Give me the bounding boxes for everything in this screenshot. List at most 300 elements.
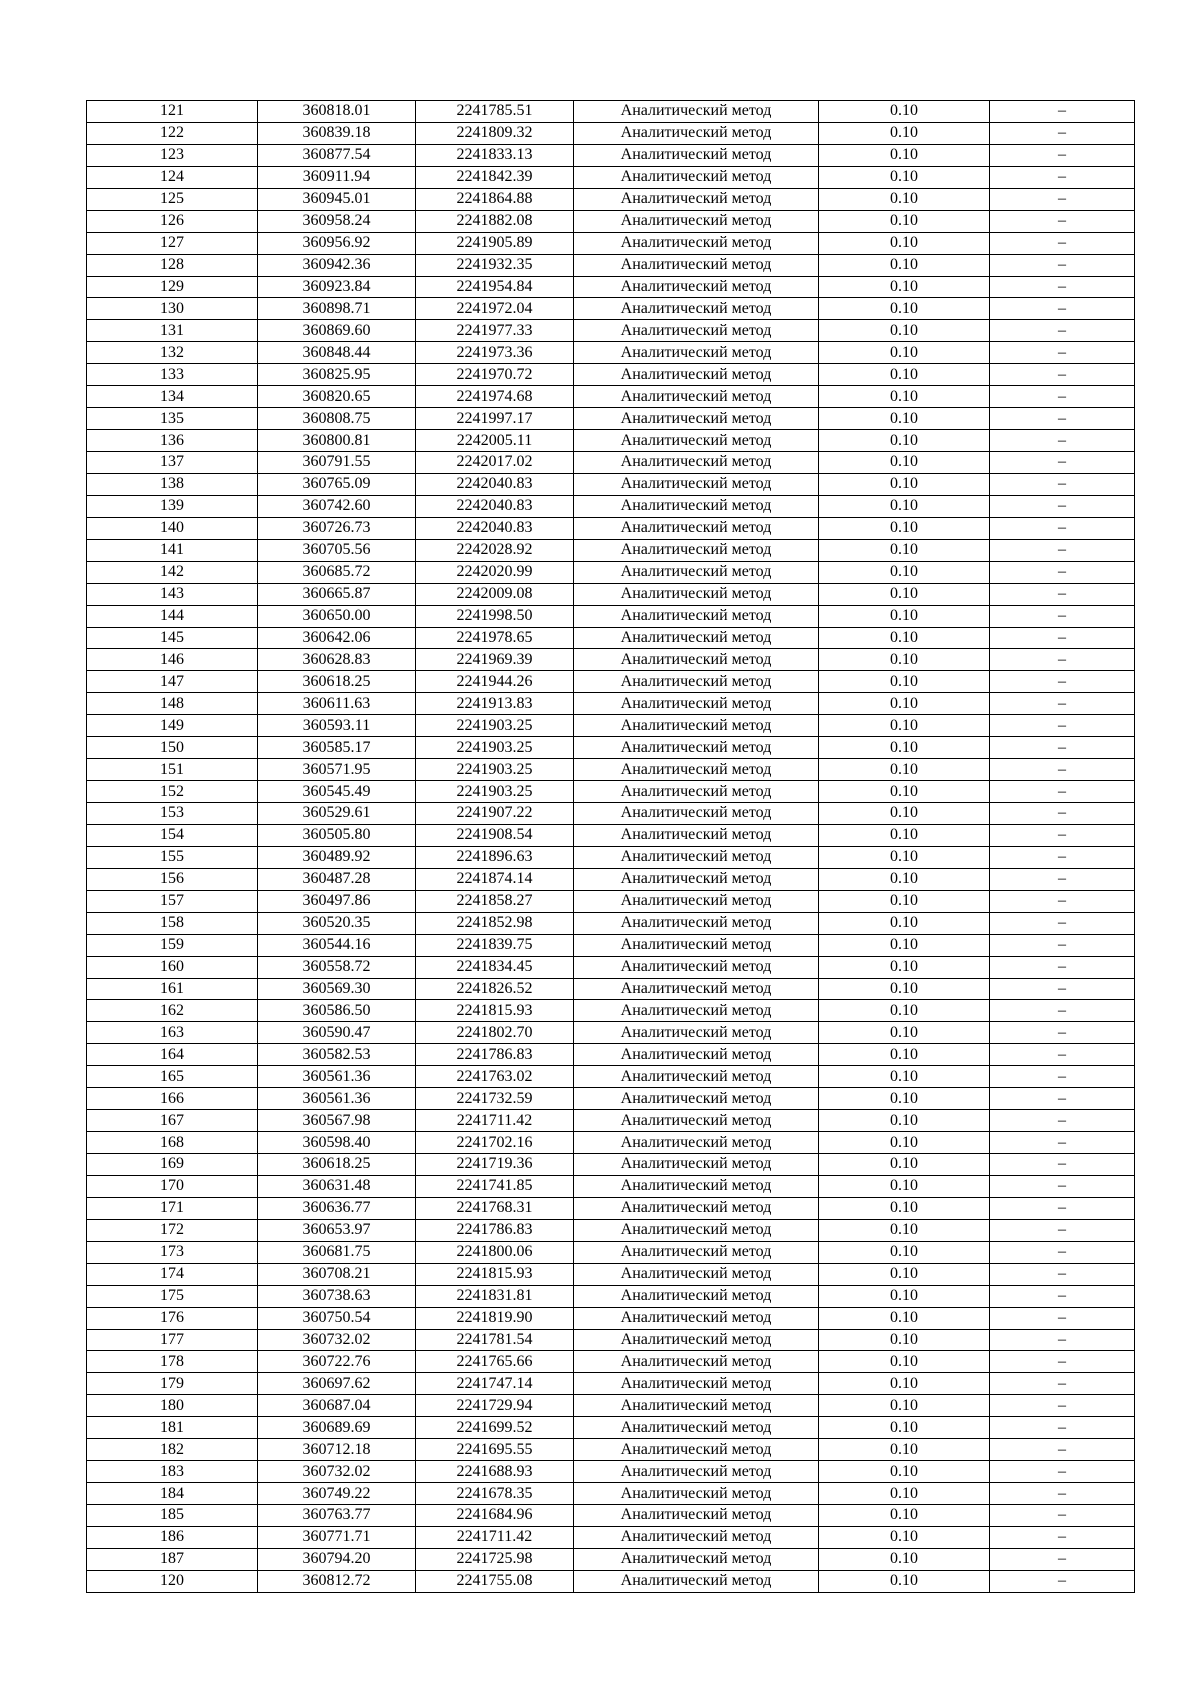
point-number-cell: 168 (87, 1132, 258, 1154)
point-number-cell: 174 (87, 1263, 258, 1285)
y-coordinate-cell: 2241819.90 (416, 1307, 574, 1329)
description-cell: – (990, 430, 1135, 452)
description-cell: – (990, 824, 1135, 846)
accuracy-cell: 0.10 (819, 1263, 990, 1285)
accuracy-cell: 0.10 (819, 122, 990, 144)
method-cell: Аналитический метод (574, 1526, 819, 1548)
accuracy-cell: 0.10 (819, 101, 990, 123)
description-cell: – (990, 386, 1135, 408)
x-coordinate-cell: 360945.01 (258, 188, 416, 210)
y-coordinate-cell: 2242040.83 (416, 473, 574, 495)
method-cell: Аналитический метод (574, 1307, 819, 1329)
description-cell: – (990, 1132, 1135, 1154)
description-cell: – (990, 1219, 1135, 1241)
y-coordinate-cell: 2241809.32 (416, 122, 574, 144)
y-coordinate-cell: 2241755.08 (416, 1570, 574, 1592)
point-number-cell: 157 (87, 890, 258, 912)
accuracy-cell: 0.10 (819, 1154, 990, 1176)
x-coordinate-cell: 360820.65 (258, 386, 416, 408)
point-number-cell: 165 (87, 1066, 258, 1088)
table-row (87, 803, 1135, 825)
x-coordinate-cell: 360738.63 (258, 1285, 416, 1307)
y-coordinate-cell: 2241977.33 (416, 320, 574, 342)
description-cell: – (990, 144, 1135, 166)
coordinates-table-body (87, 101, 1135, 1593)
x-coordinate-cell: 360681.75 (258, 1241, 416, 1263)
y-coordinate-cell: 2241729.94 (416, 1395, 574, 1417)
x-coordinate-cell: 360598.40 (258, 1132, 416, 1154)
point-number-cell: 184 (87, 1483, 258, 1505)
x-coordinate-cell: 360544.16 (258, 934, 416, 956)
y-coordinate-cell: 2241684.96 (416, 1505, 574, 1527)
x-coordinate-cell: 360487.28 (258, 868, 416, 890)
x-coordinate-cell: 360705.56 (258, 539, 416, 561)
table-row (87, 1461, 1135, 1483)
point-number-cell: 138 (87, 473, 258, 495)
table-row (87, 122, 1135, 144)
accuracy-cell: 0.10 (819, 342, 990, 364)
point-number-cell: 141 (87, 539, 258, 561)
y-coordinate-cell: 2241969.39 (416, 649, 574, 671)
method-cell: Аналитический метод (574, 166, 819, 188)
point-number-cell: 127 (87, 232, 258, 254)
table-row (87, 1570, 1135, 1592)
description-cell: – (990, 1110, 1135, 1132)
method-cell: Аналитический метод (574, 1439, 819, 1461)
point-number-cell: 166 (87, 1088, 258, 1110)
table-row (87, 1000, 1135, 1022)
x-coordinate-cell: 360618.25 (258, 1154, 416, 1176)
accuracy-cell: 0.10 (819, 1526, 990, 1548)
point-number-cell: 176 (87, 1307, 258, 1329)
point-number-cell: 135 (87, 408, 258, 430)
x-coordinate-cell: 360808.75 (258, 408, 416, 430)
table-row (87, 846, 1135, 868)
description-cell: – (990, 561, 1135, 583)
accuracy-cell: 0.10 (819, 210, 990, 232)
x-coordinate-cell: 360582.53 (258, 1044, 416, 1066)
method-cell: Аналитический метод (574, 1351, 819, 1373)
table-row (87, 473, 1135, 495)
description-cell: – (990, 1505, 1135, 1527)
table-row (87, 539, 1135, 561)
point-number-cell: 158 (87, 912, 258, 934)
description-cell: – (990, 1439, 1135, 1461)
y-coordinate-cell: 2242017.02 (416, 452, 574, 474)
accuracy-cell: 0.10 (819, 583, 990, 605)
coordinates-table (86, 100, 1135, 1593)
description-cell: – (990, 1197, 1135, 1219)
description-cell: – (990, 1526, 1135, 1548)
method-cell: Аналитический метод (574, 1044, 819, 1066)
accuracy-cell: 0.10 (819, 386, 990, 408)
accuracy-cell: 0.10 (819, 320, 990, 342)
description-cell: – (990, 342, 1135, 364)
x-coordinate-cell: 360505.80 (258, 824, 416, 846)
x-coordinate-cell: 360571.95 (258, 759, 416, 781)
accuracy-cell: 0.10 (819, 1570, 990, 1592)
point-number-cell: 139 (87, 495, 258, 517)
description-cell: – (990, 1088, 1135, 1110)
point-number-cell: 146 (87, 649, 258, 671)
description-cell: – (990, 210, 1135, 232)
accuracy-cell: 0.10 (819, 803, 990, 825)
accuracy-cell: 0.10 (819, 1395, 990, 1417)
y-coordinate-cell: 2241839.75 (416, 934, 574, 956)
point-number-cell: 137 (87, 452, 258, 474)
x-coordinate-cell: 360558.72 (258, 956, 416, 978)
table-row (87, 759, 1135, 781)
table-row (87, 1219, 1135, 1241)
y-coordinate-cell: 2241833.13 (416, 144, 574, 166)
accuracy-cell: 0.10 (819, 737, 990, 759)
point-number-cell: 134 (87, 386, 258, 408)
point-number-cell: 125 (87, 188, 258, 210)
y-coordinate-cell: 2241765.66 (416, 1351, 574, 1373)
method-cell: Аналитический метод (574, 868, 819, 890)
table-row (87, 1329, 1135, 1351)
description-cell: – (990, 1000, 1135, 1022)
point-number-cell: 155 (87, 846, 258, 868)
method-cell: Аналитический метод (574, 803, 819, 825)
x-coordinate-cell: 360593.11 (258, 715, 416, 737)
y-coordinate-cell: 2241826.52 (416, 978, 574, 1000)
accuracy-cell: 0.10 (819, 1110, 990, 1132)
accuracy-cell: 0.10 (819, 1439, 990, 1461)
x-coordinate-cell: 360642.06 (258, 627, 416, 649)
point-number-cell: 164 (87, 1044, 258, 1066)
table-row (87, 320, 1135, 342)
accuracy-cell: 0.10 (819, 846, 990, 868)
table-row (87, 276, 1135, 298)
point-number-cell: 159 (87, 934, 258, 956)
accuracy-cell: 0.10 (819, 1088, 990, 1110)
table-row (87, 1022, 1135, 1044)
table-row (87, 627, 1135, 649)
x-coordinate-cell: 360818.01 (258, 101, 416, 123)
table-row (87, 298, 1135, 320)
method-cell: Аналитический метод (574, 583, 819, 605)
table-row (87, 934, 1135, 956)
description-cell: – (990, 781, 1135, 803)
method-cell: Аналитический метод (574, 649, 819, 671)
method-cell: Аналитический метод (574, 320, 819, 342)
point-number-cell: 171 (87, 1197, 258, 1219)
method-cell: Аналитический метод (574, 1483, 819, 1505)
table-row (87, 1307, 1135, 1329)
y-coordinate-cell: 2241802.70 (416, 1022, 574, 1044)
table-row (87, 1505, 1135, 1527)
point-number-cell: 133 (87, 364, 258, 386)
x-coordinate-cell: 360708.21 (258, 1263, 416, 1285)
point-number-cell: 120 (87, 1570, 258, 1592)
method-cell: Аналитический метод (574, 1285, 819, 1307)
method-cell: Аналитический метод (574, 298, 819, 320)
description-cell: – (990, 846, 1135, 868)
table-row (87, 101, 1135, 123)
point-number-cell: 131 (87, 320, 258, 342)
table-row (87, 210, 1135, 232)
method-cell: Аналитический метод (574, 1417, 819, 1439)
y-coordinate-cell: 2241741.85 (416, 1175, 574, 1197)
table-row (87, 1285, 1135, 1307)
accuracy-cell: 0.10 (819, 495, 990, 517)
table-row (87, 737, 1135, 759)
table-row (87, 430, 1135, 452)
accuracy-cell: 0.10 (819, 1066, 990, 1088)
method-cell: Аналитический метод (574, 759, 819, 781)
y-coordinate-cell: 2241678.35 (416, 1483, 574, 1505)
x-coordinate-cell: 360586.50 (258, 1000, 416, 1022)
y-coordinate-cell: 2241864.88 (416, 188, 574, 210)
method-cell: Аналитический метод (574, 1570, 819, 1592)
accuracy-cell: 0.10 (819, 693, 990, 715)
table-row (87, 1373, 1135, 1395)
y-coordinate-cell: 2241907.22 (416, 803, 574, 825)
x-coordinate-cell: 360712.18 (258, 1439, 416, 1461)
method-cell: Аналитический метод (574, 824, 819, 846)
method-cell: Аналитический метод (574, 101, 819, 123)
y-coordinate-cell: 2241970.72 (416, 364, 574, 386)
table-row (87, 890, 1135, 912)
description-cell: – (990, 1154, 1135, 1176)
x-coordinate-cell: 360800.81 (258, 430, 416, 452)
accuracy-cell: 0.10 (819, 1351, 990, 1373)
point-number-cell: 179 (87, 1373, 258, 1395)
accuracy-cell: 0.10 (819, 605, 990, 627)
table-row (87, 824, 1135, 846)
method-cell: Аналитический метод (574, 144, 819, 166)
x-coordinate-cell: 360590.47 (258, 1022, 416, 1044)
method-cell: Аналитический метод (574, 539, 819, 561)
accuracy-cell: 0.10 (819, 1000, 990, 1022)
accuracy-cell: 0.10 (819, 1241, 990, 1263)
description-cell: – (990, 1022, 1135, 1044)
method-cell: Аналитический метод (574, 1219, 819, 1241)
description-cell: – (990, 978, 1135, 1000)
description-cell: – (990, 956, 1135, 978)
method-cell: Аналитический метод (574, 1066, 819, 1088)
y-coordinate-cell: 2241785.51 (416, 101, 574, 123)
description-cell: – (990, 166, 1135, 188)
y-coordinate-cell: 2241688.93 (416, 1461, 574, 1483)
point-number-cell: 185 (87, 1505, 258, 1527)
table-row (87, 1351, 1135, 1373)
point-number-cell: 143 (87, 583, 258, 605)
description-cell: – (990, 1570, 1135, 1592)
table-row (87, 342, 1135, 364)
y-coordinate-cell: 2241944.26 (416, 671, 574, 693)
method-cell: Аналитический метод (574, 715, 819, 737)
description-cell: – (990, 1175, 1135, 1197)
table-row (87, 1548, 1135, 1570)
method-cell: Аналитический метод (574, 978, 819, 1000)
x-coordinate-cell: 360529.61 (258, 803, 416, 825)
point-number-cell: 129 (87, 276, 258, 298)
y-coordinate-cell: 2241702.16 (416, 1132, 574, 1154)
y-coordinate-cell: 2242028.92 (416, 539, 574, 561)
point-number-cell: 144 (87, 605, 258, 627)
method-cell: Аналитический метод (574, 781, 819, 803)
y-coordinate-cell: 2241786.83 (416, 1219, 574, 1241)
accuracy-cell: 0.10 (819, 1175, 990, 1197)
method-cell: Аналитический метод (574, 1022, 819, 1044)
accuracy-cell: 0.10 (819, 188, 990, 210)
description-cell: – (990, 649, 1135, 671)
method-cell: Аналитический метод (574, 934, 819, 956)
y-coordinate-cell: 2241874.14 (416, 868, 574, 890)
x-coordinate-cell: 360497.86 (258, 890, 416, 912)
description-cell: – (990, 101, 1135, 123)
method-cell: Аналитический метод (574, 1395, 819, 1417)
y-coordinate-cell: 2241815.93 (416, 1000, 574, 1022)
accuracy-cell: 0.10 (819, 890, 990, 912)
accuracy-cell: 0.10 (819, 1285, 990, 1307)
point-number-cell: 140 (87, 517, 258, 539)
method-cell: Аналитический метод (574, 627, 819, 649)
accuracy-cell: 0.10 (819, 715, 990, 737)
accuracy-cell: 0.10 (819, 781, 990, 803)
point-number-cell: 130 (87, 298, 258, 320)
y-coordinate-cell: 2241831.81 (416, 1285, 574, 1307)
point-number-cell: 153 (87, 803, 258, 825)
x-coordinate-cell: 360771.71 (258, 1526, 416, 1548)
accuracy-cell: 0.10 (819, 1483, 990, 1505)
method-cell: Аналитический метод (574, 1197, 819, 1219)
table-row (87, 452, 1135, 474)
description-cell: – (990, 298, 1135, 320)
x-coordinate-cell: 360631.48 (258, 1175, 416, 1197)
description-cell: – (990, 671, 1135, 693)
description-cell: – (990, 1483, 1135, 1505)
x-coordinate-cell: 360839.18 (258, 122, 416, 144)
accuracy-cell: 0.10 (819, 824, 990, 846)
x-coordinate-cell: 360825.95 (258, 364, 416, 386)
table-row (87, 1439, 1135, 1461)
accuracy-cell: 0.10 (819, 671, 990, 693)
table-row (87, 781, 1135, 803)
x-coordinate-cell: 360697.62 (258, 1373, 416, 1395)
accuracy-cell: 0.10 (819, 166, 990, 188)
description-cell: – (990, 693, 1135, 715)
y-coordinate-cell: 2241834.45 (416, 956, 574, 978)
method-cell: Аналитический метод (574, 1461, 819, 1483)
accuracy-cell: 0.10 (819, 1219, 990, 1241)
description-cell: – (990, 1241, 1135, 1263)
point-number-cell: 180 (87, 1395, 258, 1417)
y-coordinate-cell: 2241903.25 (416, 737, 574, 759)
x-coordinate-cell: 360791.55 (258, 452, 416, 474)
x-coordinate-cell: 360848.44 (258, 342, 416, 364)
accuracy-cell: 0.10 (819, 144, 990, 166)
description-cell: – (990, 1417, 1135, 1439)
point-number-cell: 181 (87, 1417, 258, 1439)
method-cell: Аналитический метод (574, 671, 819, 693)
x-coordinate-cell: 360545.49 (258, 781, 416, 803)
method-cell: Аналитический метод (574, 495, 819, 517)
accuracy-cell: 0.10 (819, 517, 990, 539)
x-coordinate-cell: 360489.92 (258, 846, 416, 868)
table-row (87, 649, 1135, 671)
table-row (87, 1175, 1135, 1197)
x-coordinate-cell: 360689.69 (258, 1417, 416, 1439)
table-row (87, 1154, 1135, 1176)
description-cell: – (990, 868, 1135, 890)
x-coordinate-cell: 360742.60 (258, 495, 416, 517)
accuracy-cell: 0.10 (819, 1132, 990, 1154)
accuracy-cell: 0.10 (819, 276, 990, 298)
y-coordinate-cell: 2241711.42 (416, 1110, 574, 1132)
y-coordinate-cell: 2241972.04 (416, 298, 574, 320)
table-row (87, 386, 1135, 408)
accuracy-cell: 0.10 (819, 364, 990, 386)
y-coordinate-cell: 2241896.63 (416, 846, 574, 868)
method-cell: Аналитический метод (574, 122, 819, 144)
x-coordinate-cell: 360628.83 (258, 649, 416, 671)
y-coordinate-cell: 2241858.27 (416, 890, 574, 912)
accuracy-cell: 0.10 (819, 539, 990, 561)
description-cell: – (990, 737, 1135, 759)
point-number-cell: 123 (87, 144, 258, 166)
description-cell: – (990, 188, 1135, 210)
point-number-cell: 160 (87, 956, 258, 978)
y-coordinate-cell: 2241852.98 (416, 912, 574, 934)
x-coordinate-cell: 360942.36 (258, 254, 416, 276)
table-row (87, 561, 1135, 583)
point-number-cell: 136 (87, 430, 258, 452)
description-cell: – (990, 605, 1135, 627)
table-row (87, 495, 1135, 517)
y-coordinate-cell: 2241978.65 (416, 627, 574, 649)
table-row (87, 408, 1135, 430)
accuracy-cell: 0.10 (819, 298, 990, 320)
accuracy-cell: 0.10 (819, 934, 990, 956)
y-coordinate-cell: 2241903.25 (416, 715, 574, 737)
x-coordinate-cell: 360520.35 (258, 912, 416, 934)
method-cell: Аналитический метод (574, 430, 819, 452)
accuracy-cell: 0.10 (819, 473, 990, 495)
y-coordinate-cell: 2241781.54 (416, 1329, 574, 1351)
description-cell: – (990, 1285, 1135, 1307)
x-coordinate-cell: 360763.77 (258, 1505, 416, 1527)
point-number-cell: 175 (87, 1285, 258, 1307)
y-coordinate-cell: 2241903.25 (416, 759, 574, 781)
x-coordinate-cell: 360732.02 (258, 1329, 416, 1351)
x-coordinate-cell: 360877.54 (258, 144, 416, 166)
accuracy-cell: 0.10 (819, 254, 990, 276)
point-number-cell: 148 (87, 693, 258, 715)
accuracy-cell: 0.10 (819, 430, 990, 452)
y-coordinate-cell: 2241903.25 (416, 781, 574, 803)
method-cell: Аналитический метод (574, 473, 819, 495)
description-cell: – (990, 473, 1135, 495)
x-coordinate-cell: 360561.36 (258, 1066, 416, 1088)
accuracy-cell: 0.10 (819, 1417, 990, 1439)
method-cell: Аналитический метод (574, 232, 819, 254)
table-row (87, 1395, 1135, 1417)
y-coordinate-cell: 2241699.52 (416, 1417, 574, 1439)
point-number-cell: 187 (87, 1548, 258, 1570)
point-number-cell: 162 (87, 1000, 258, 1022)
description-cell: – (990, 122, 1135, 144)
table-row (87, 715, 1135, 737)
x-coordinate-cell: 360561.36 (258, 1088, 416, 1110)
y-coordinate-cell: 2241815.93 (416, 1263, 574, 1285)
method-cell: Аналитический метод (574, 386, 819, 408)
x-coordinate-cell: 360732.02 (258, 1461, 416, 1483)
method-cell: Аналитический метод (574, 1132, 819, 1154)
accuracy-cell: 0.10 (819, 956, 990, 978)
